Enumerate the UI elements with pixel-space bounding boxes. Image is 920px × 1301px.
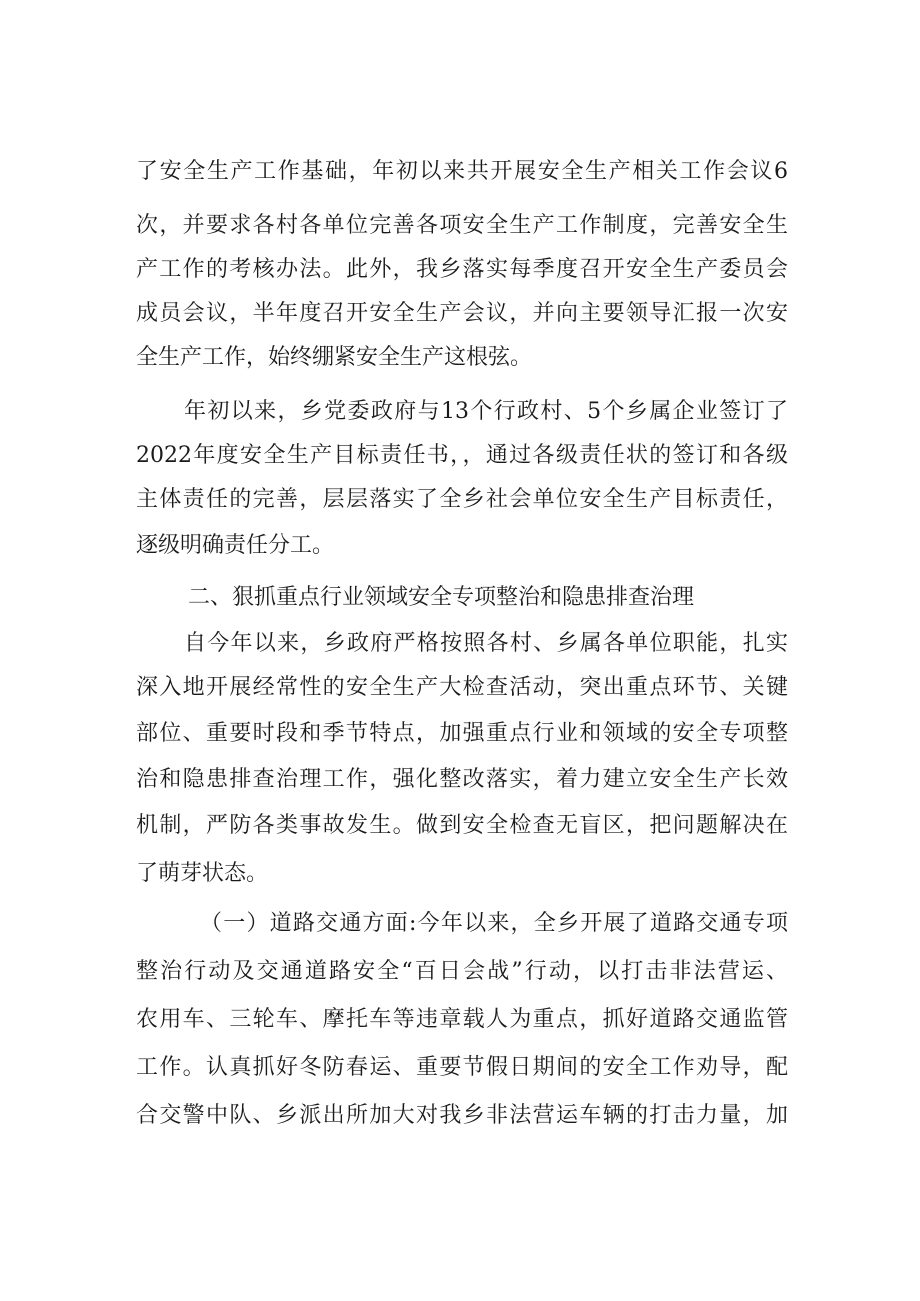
- paragraph-line: 年初以来，乡党委政府与13个行政村、5个乡属企业签订了: [184, 399, 788, 424]
- paragraph-line: （一）道路交通方面:今年以来，全乡开展了道路交通专项: [200, 911, 788, 936]
- paragraph-line: 产工作的考核办法。此外，我乡落实每季度召开安全生产委员会: [136, 257, 788, 282]
- paragraph-line: 治和隐患排查治理工作，强化整改落实，着力建立安全生产长效: [136, 767, 788, 792]
- paragraph-line: 农用车、三轮车、摩托车等违章载人为重点，抓好道路交通监管: [136, 1007, 788, 1032]
- paragraph-line: 了安全生产工作基础，年初以来共开展安全生产相关工作会议6: [136, 159, 788, 184]
- paragraph-line: 逐级明确责任分工。: [136, 533, 335, 558]
- paragraph-line: 2022年度安全生产目标责任书，，通过各级责任状的签订和各级: [136, 443, 788, 468]
- paragraph-line: 工作。认真抓好冬防春运、重要节假日期间的安全工作劝导，配: [136, 1055, 788, 1080]
- paragraph-line: 主体责任的完善，层层落实了全乡社会单位安全生产目标责任，: [136, 487, 788, 512]
- paragraph-line: 深入地开展经常性的安全生产大检查活动，突出重点环节、关键: [136, 675, 788, 700]
- paragraph-line: 机制，严防各类事故发生。做到安全检查无盲区，把问题解决在: [136, 813, 788, 838]
- paragraph-line: 次，并要求各村各单位完善各项安全生产工作制度，完善安全生: [136, 213, 788, 238]
- paragraph-line: 整治行动及交通道路安全“百日会战”行动，以打击非法营运、: [136, 959, 788, 984]
- paragraph-line: 全生产工作，始终绷紧安全生产这根弦。: [136, 345, 533, 370]
- section-heading: 二、狠抓重点行业领域安全专项整治和隐患排查治理: [188, 585, 695, 610]
- paragraph-line: 部位、重要时段和季节特点，加强重点行业和领域的安全专项整: [136, 721, 788, 746]
- paragraph-line: 合交警中队、乡派出所加大对我乡非法营运车辆的打击力量，加: [136, 1103, 788, 1128]
- paragraph-line: 了萌芽状态。: [136, 861, 269, 886]
- paragraph-line: 成员会议，半年度召开安全生产会议，并向主要领导汇报一次安: [136, 301, 788, 326]
- paragraph-line: 自今年以来，乡政府严格按照各村、乡属各单位职能，扎实: [184, 631, 788, 656]
